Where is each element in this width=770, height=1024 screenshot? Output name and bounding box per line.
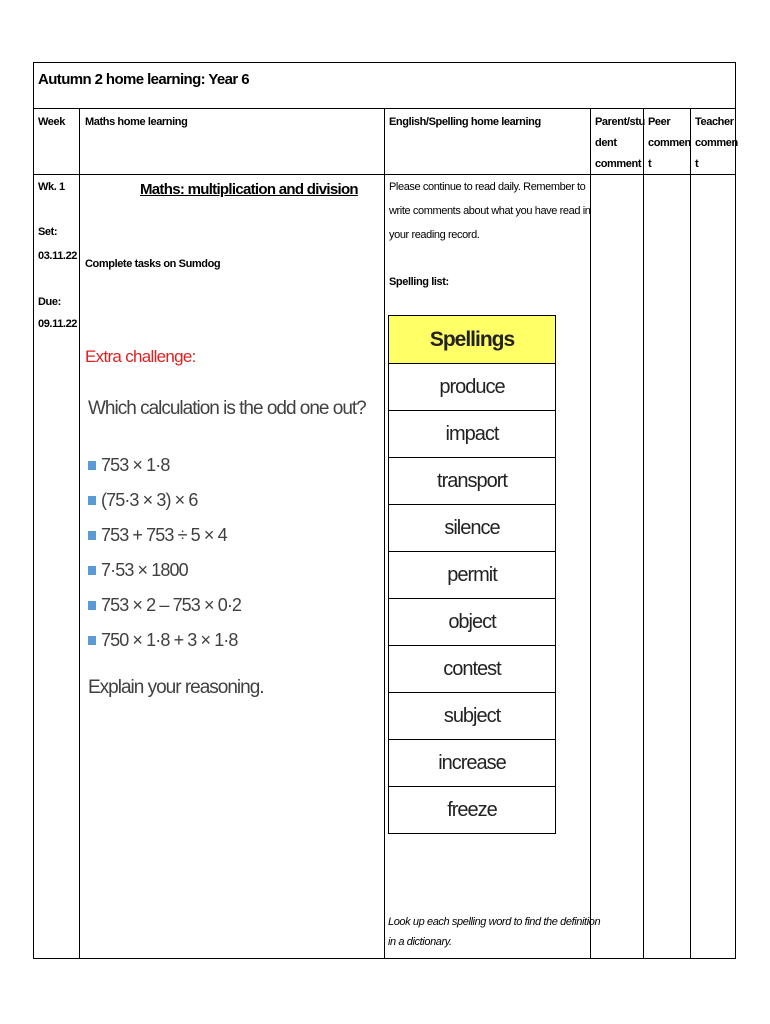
option-text: 753 + 753 ÷ 5 × 4	[101, 525, 227, 545]
reading-instructions-line-1: Please continue to read daily. Remember to	[389, 181, 586, 193]
option-text: 750 × 1·8 + 3 × 1·8	[101, 630, 238, 650]
option-item	[88, 455, 169, 476]
header-parent-line-3: comment	[595, 158, 642, 170]
spelling-word: impact	[389, 411, 556, 458]
header-english: English/Spelling home learning	[389, 116, 541, 128]
due-label: Due:	[38, 296, 61, 308]
option-text: 7·53 × 1800	[101, 560, 188, 580]
set-label: Set:	[38, 226, 58, 238]
option-text: 753 × 2 – 753 × 0·2	[101, 595, 242, 615]
option-item	[88, 525, 227, 546]
extra-challenge-label: Extra challenge:	[85, 347, 196, 366]
option-text: (75·3 × 3) × 6	[101, 490, 198, 510]
spelling-word: produce	[389, 364, 556, 411]
spelling-word: object	[389, 599, 556, 646]
header-teacher-line-1: Teacher	[695, 116, 734, 128]
square-bullet-icon	[88, 461, 96, 470]
square-bullet-icon	[88, 636, 96, 645]
spellings-table	[388, 315, 556, 834]
header-peer-line-1: Peer	[648, 116, 671, 128]
spelling-word: contest	[389, 646, 556, 693]
header-teacher-line-2: commen	[695, 137, 738, 149]
dictionary-note-line-1: Look up each spelling word to find the definition	[388, 916, 601, 928]
col-divider-peer	[690, 108, 691, 959]
header-parent-line-1: Parent/stu	[595, 116, 645, 128]
page-title: Autumn 2 home learning: Year 6	[38, 71, 249, 88]
spelling-word: increase	[389, 740, 556, 787]
option-item	[88, 560, 188, 581]
square-bullet-icon	[88, 601, 96, 610]
spelling-word: transport	[389, 458, 556, 505]
col-divider-parent	[643, 108, 644, 959]
option-item	[88, 630, 238, 651]
week-label: Wk. 1	[38, 181, 65, 193]
spelling-list-label: Spelling list:	[389, 276, 449, 288]
maths-task: Complete tasks on Sumdog	[85, 258, 221, 270]
spelling-word: permit	[389, 552, 556, 599]
reasoning-prompt: Explain your reasoning.	[88, 677, 264, 698]
spelling-word: freeze	[389, 787, 556, 834]
header-peer-line-3: t	[648, 158, 652, 170]
col-divider-maths	[384, 108, 385, 959]
spelling-word: subject	[389, 693, 556, 740]
header-maths: Maths home learning	[85, 116, 188, 128]
reading-instructions-line-2: write comments about what you have read in	[389, 205, 591, 217]
header-week: Week	[38, 116, 65, 128]
dictionary-note-line-2: in a dictionary.	[388, 936, 452, 948]
header-teacher-line-3: t	[695, 158, 699, 170]
square-bullet-icon	[88, 496, 96, 505]
maths-title: Maths: multiplication and division	[140, 181, 358, 198]
due-date: 09.11.22	[38, 318, 78, 330]
option-text: 753 × 1·8	[101, 455, 170, 475]
spellings-header: Spellings	[389, 316, 556, 364]
challenge-question: Which calculation is the odd one out?	[88, 398, 366, 419]
col-divider-week	[79, 108, 80, 959]
set-date: 03.11.22	[38, 250, 78, 262]
option-item	[88, 595, 241, 616]
option-item	[88, 490, 197, 511]
header-parent-line-2: dent	[595, 137, 617, 149]
col-divider-english	[590, 108, 591, 959]
square-bullet-icon	[88, 531, 96, 540]
header-peer-line-2: commen	[648, 137, 691, 149]
square-bullet-icon	[88, 566, 96, 575]
reading-instructions-line-3: your reading record.	[389, 229, 480, 241]
spelling-word: silence	[389, 505, 556, 552]
